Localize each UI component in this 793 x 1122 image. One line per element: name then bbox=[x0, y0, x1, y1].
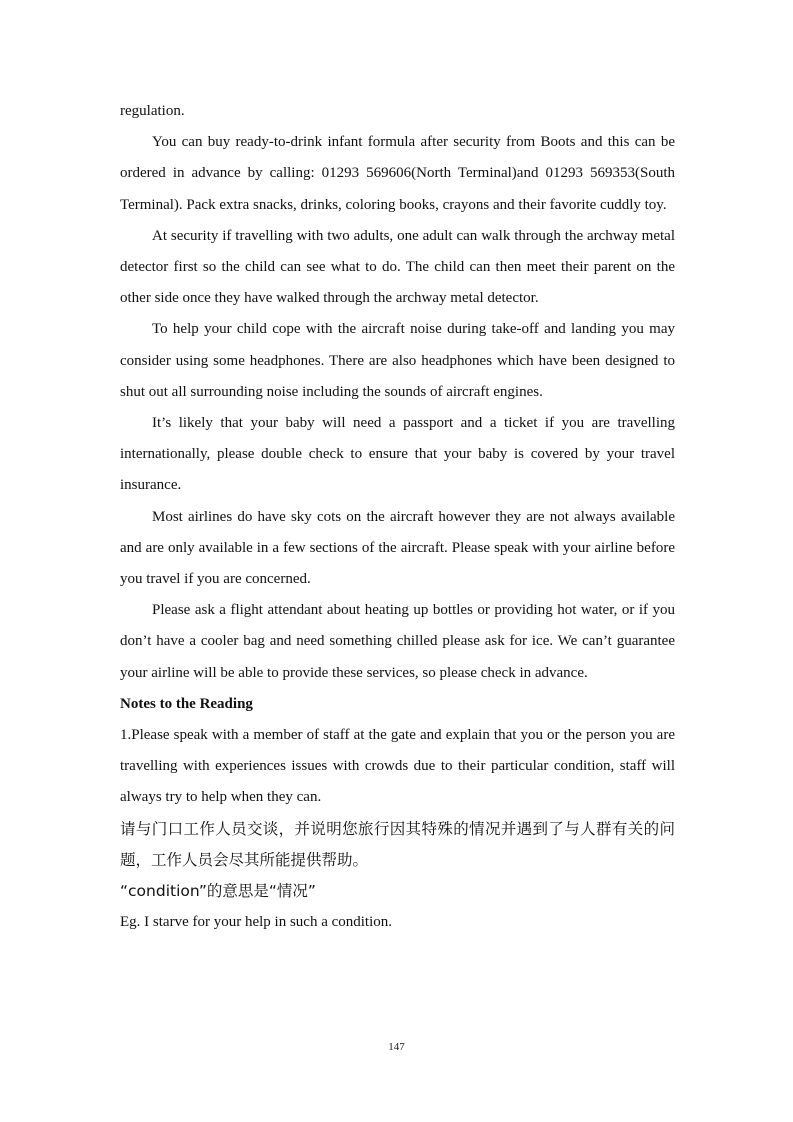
paragraph-headphones: To help your child cope with the aircraft noise during take-off and landing you may consider using some headphones. There are also headphones which have been designed to shut out all surrounding noise including the sounds of aircraft engines. bbox=[120, 321, 675, 400]
page-number: 147 bbox=[388, 1041, 405, 1053]
note-1-explanation: “condition”的意思是“情况” bbox=[120, 882, 316, 901]
note-1-example: Eg. I starve for your help in such a condition. bbox=[120, 914, 393, 931]
paragraph-passport: It’s likely that your baby will need a passport and a ticket if you are travelling internationally, please double check to ensure that your baby is covered by your travel insurance. bbox=[120, 415, 675, 494]
paragraph-infant-formula: You can buy ready-to-drink infant formula after security from Boots and this can be ordered in advance by calling: 01293 569606(North Terminal)and 01293 569353(South Terminal). Pack extra snacks, drinks, coloring books, crayons and their favorite cuddly toy. bbox=[120, 134, 675, 213]
note-1: 1.Please speak with a member of staff at the gate and explain that you or the person you are travelling with experiences issues with crowds due to their particular condition, staff will always try to help when they can. bbox=[120, 727, 675, 806]
paragraph-regulation: regulation. bbox=[120, 103, 185, 119]
paragraph-flight-attendant: Please ask a flight attendant about heating up bottles or providing hot water, or if you don’t have a cooler bag and need something chilled please ask for ice. We can’t guarantee your airline will be able to provide these services, so please check in advance. bbox=[120, 602, 675, 681]
paragraph-security: At security if travelling with two adults, one adult can walk through the archway metal detector first so the child can see what to do. The child can then meet their parent on the other side once they have walked through the archway metal detector. bbox=[120, 227, 675, 307]
paragraph-sky-cots: Most airlines do have sky cots on the aircraft however they are not always available and are only available in a few sections of the aircraft. Please speak with your airline before you travel if you are concerned. bbox=[120, 508, 675, 588]
note-1-translation: 请与门口工作人员交谈，并说明您旅行因其特殊的情况并遇到了与人群有关的问题，工作人员会尽其所能提供帮助。 bbox=[120, 819, 675, 869]
document-body bbox=[120, 96, 675, 938]
notes-heading: Notes to the Reading bbox=[120, 695, 253, 712]
